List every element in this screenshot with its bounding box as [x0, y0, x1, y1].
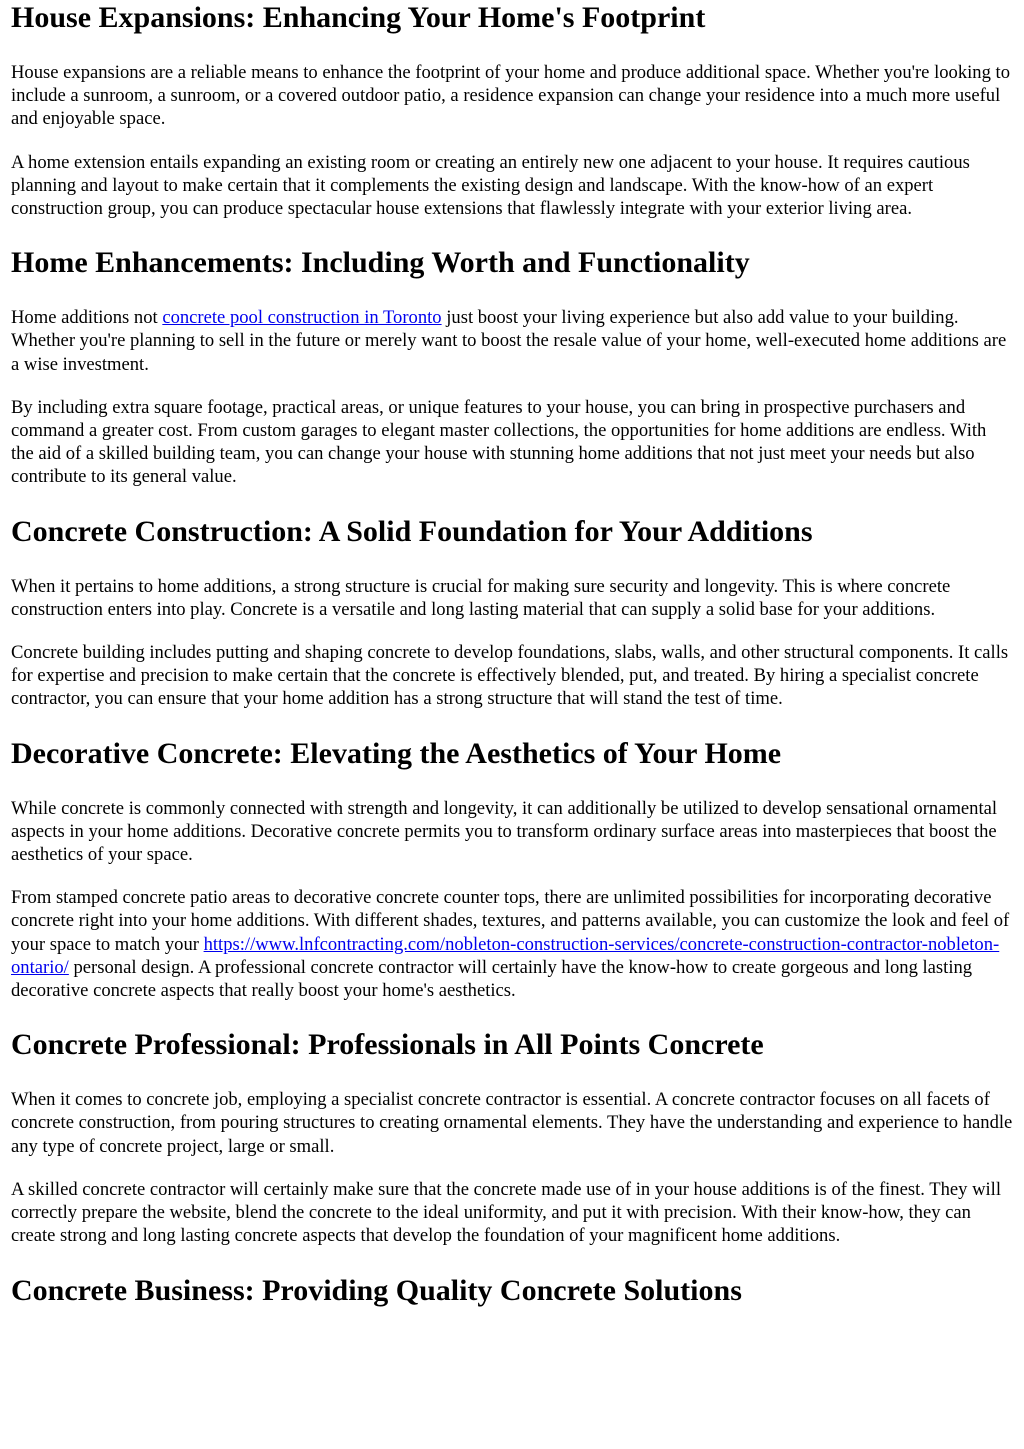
section-heading-concrete-professional: Concrete Professional: Professionals in All Points Concrete: [11, 1028, 764, 1062]
paragraph: While concrete is commonly connected with strength and longevity, it can additionally be utilized to develop sensational ornamental aspects in your home additions. Decorative concrete permits you to transform ordinary surface areas into masterpieces that boost the aesthetics of your space.: [11, 797, 998, 866]
section-heading-concrete-construction: Concrete Construction: A Solid Foundation for Your Additions: [11, 514, 813, 548]
paragraph: Concrete building includes putting and shaping concrete to develop foundations, slabs, walls, and other structural components. It calls for expertise and precision to make certain that the concrete is effectively blended, put, and treated. By hiring a specialist concrete contractor, you can ensure that your home addition has a strong structure that will stand the test of time.: [11, 642, 1009, 710]
section-heading-house-expansions: House Expansions: Enhancing Your Home's Footprint: [11, 1, 706, 34]
paragraph: A skilled concrete contractor will certainly make sure that the concrete made use of in your house additions is of the finest. They will correctly prepare the website, blend the concrete to the ideal uniformity, and put it with precision. With their know-how, they can create strong and long lasting concrete aspects that develop the foundation of your magnificent home additions.: [11, 1178, 1001, 1247]
paragraph-text: just boost your living experience but also add value to your building. Whether you're planning to sell in the future or merely want to boost the resale value of your home, well-executed home additions are a wise investment.: [11, 307, 1007, 375]
paragraph: By including extra square footage, practical areas, or unique features to your house, you can bring in prospective purchasers and command a greater cost. From custom garages to elegant master collections, the opportunities for home additions are endless. With the aid of a skilled building team, you can change your house with stunning home additions that not just meet your needs but also contribute to its general value.: [11, 396, 987, 488]
pool-construction-link[interactable]: concrete pool construction in Toronto: [162, 307, 442, 329]
section-heading-home-enhancements: Home Enhancements: Including Worth and Functionality: [11, 246, 750, 280]
paragraph-with-link: [11, 886, 1013, 1002]
paragraph: House expansions are a reliable means to enhance the footprint of your home and produce additional space. Whether you're looking to include a sunroom, a sunroom, or a covered outdoor patio, a residence expansion can change your residence into a much more useful and enjoyable space.: [11, 62, 1010, 130]
article: [0, 1, 1024, 1308]
paragraph-text: personal design. A professional concrete contractor will certainly have the know-how to create gorgeous and long lasting decorative concrete aspects that really boost your home's aesthetics.: [11, 956, 973, 1002]
paragraph: When it comes to concrete job, employing a specialist concrete contractor is essential. A concrete contractor focuses on all facets of concrete construction, from pouring structures to creating ornamental elements. They have the understanding and experience to handle any type of concrete project, large or small.: [11, 1089, 1013, 1157]
contractor-url-link[interactable]: https://www.lnfcontracting.com/nobleton-construction-services/concrete-construction-contractor-nobleton-ontario/: [11, 933, 1000, 978]
paragraph-text: Home additions not: [11, 307, 163, 329]
section-heading-concrete-business: Concrete Business: Providing Quality Concrete Solutions: [11, 1273, 742, 1307]
paragraph-text: From stamped concrete patio areas to decorative concrete counter tops, there are unlimited possibilities for incorporating decorative concrete right into your home additions. With different shades, textures, and patterns available, you can customize the look and feel of your space to match your: [11, 887, 1010, 955]
paragraph: A home extension entails expanding an existing room or creating an entirely new one adjacent to your house. It requires cautious planning and layout to make certain that it complements the existing design and landscape. With the know-how of an expert construction group, you can produce spectacular house extensions that flawlessly integrate with your exterior living area.: [11, 151, 970, 220]
paragraph: When it pertains to home additions, a strong structure is crucial for making sure security and longevity. This is where concrete construction enters into play. Concrete is a versatile and long lasting material that can supply a solid base for your additions.: [11, 575, 951, 620]
paragraph-with-link: [11, 306, 1013, 376]
section-heading-decorative-concrete: Decorative Concrete: Elevating the Aesthetics of Your Home: [11, 736, 782, 770]
